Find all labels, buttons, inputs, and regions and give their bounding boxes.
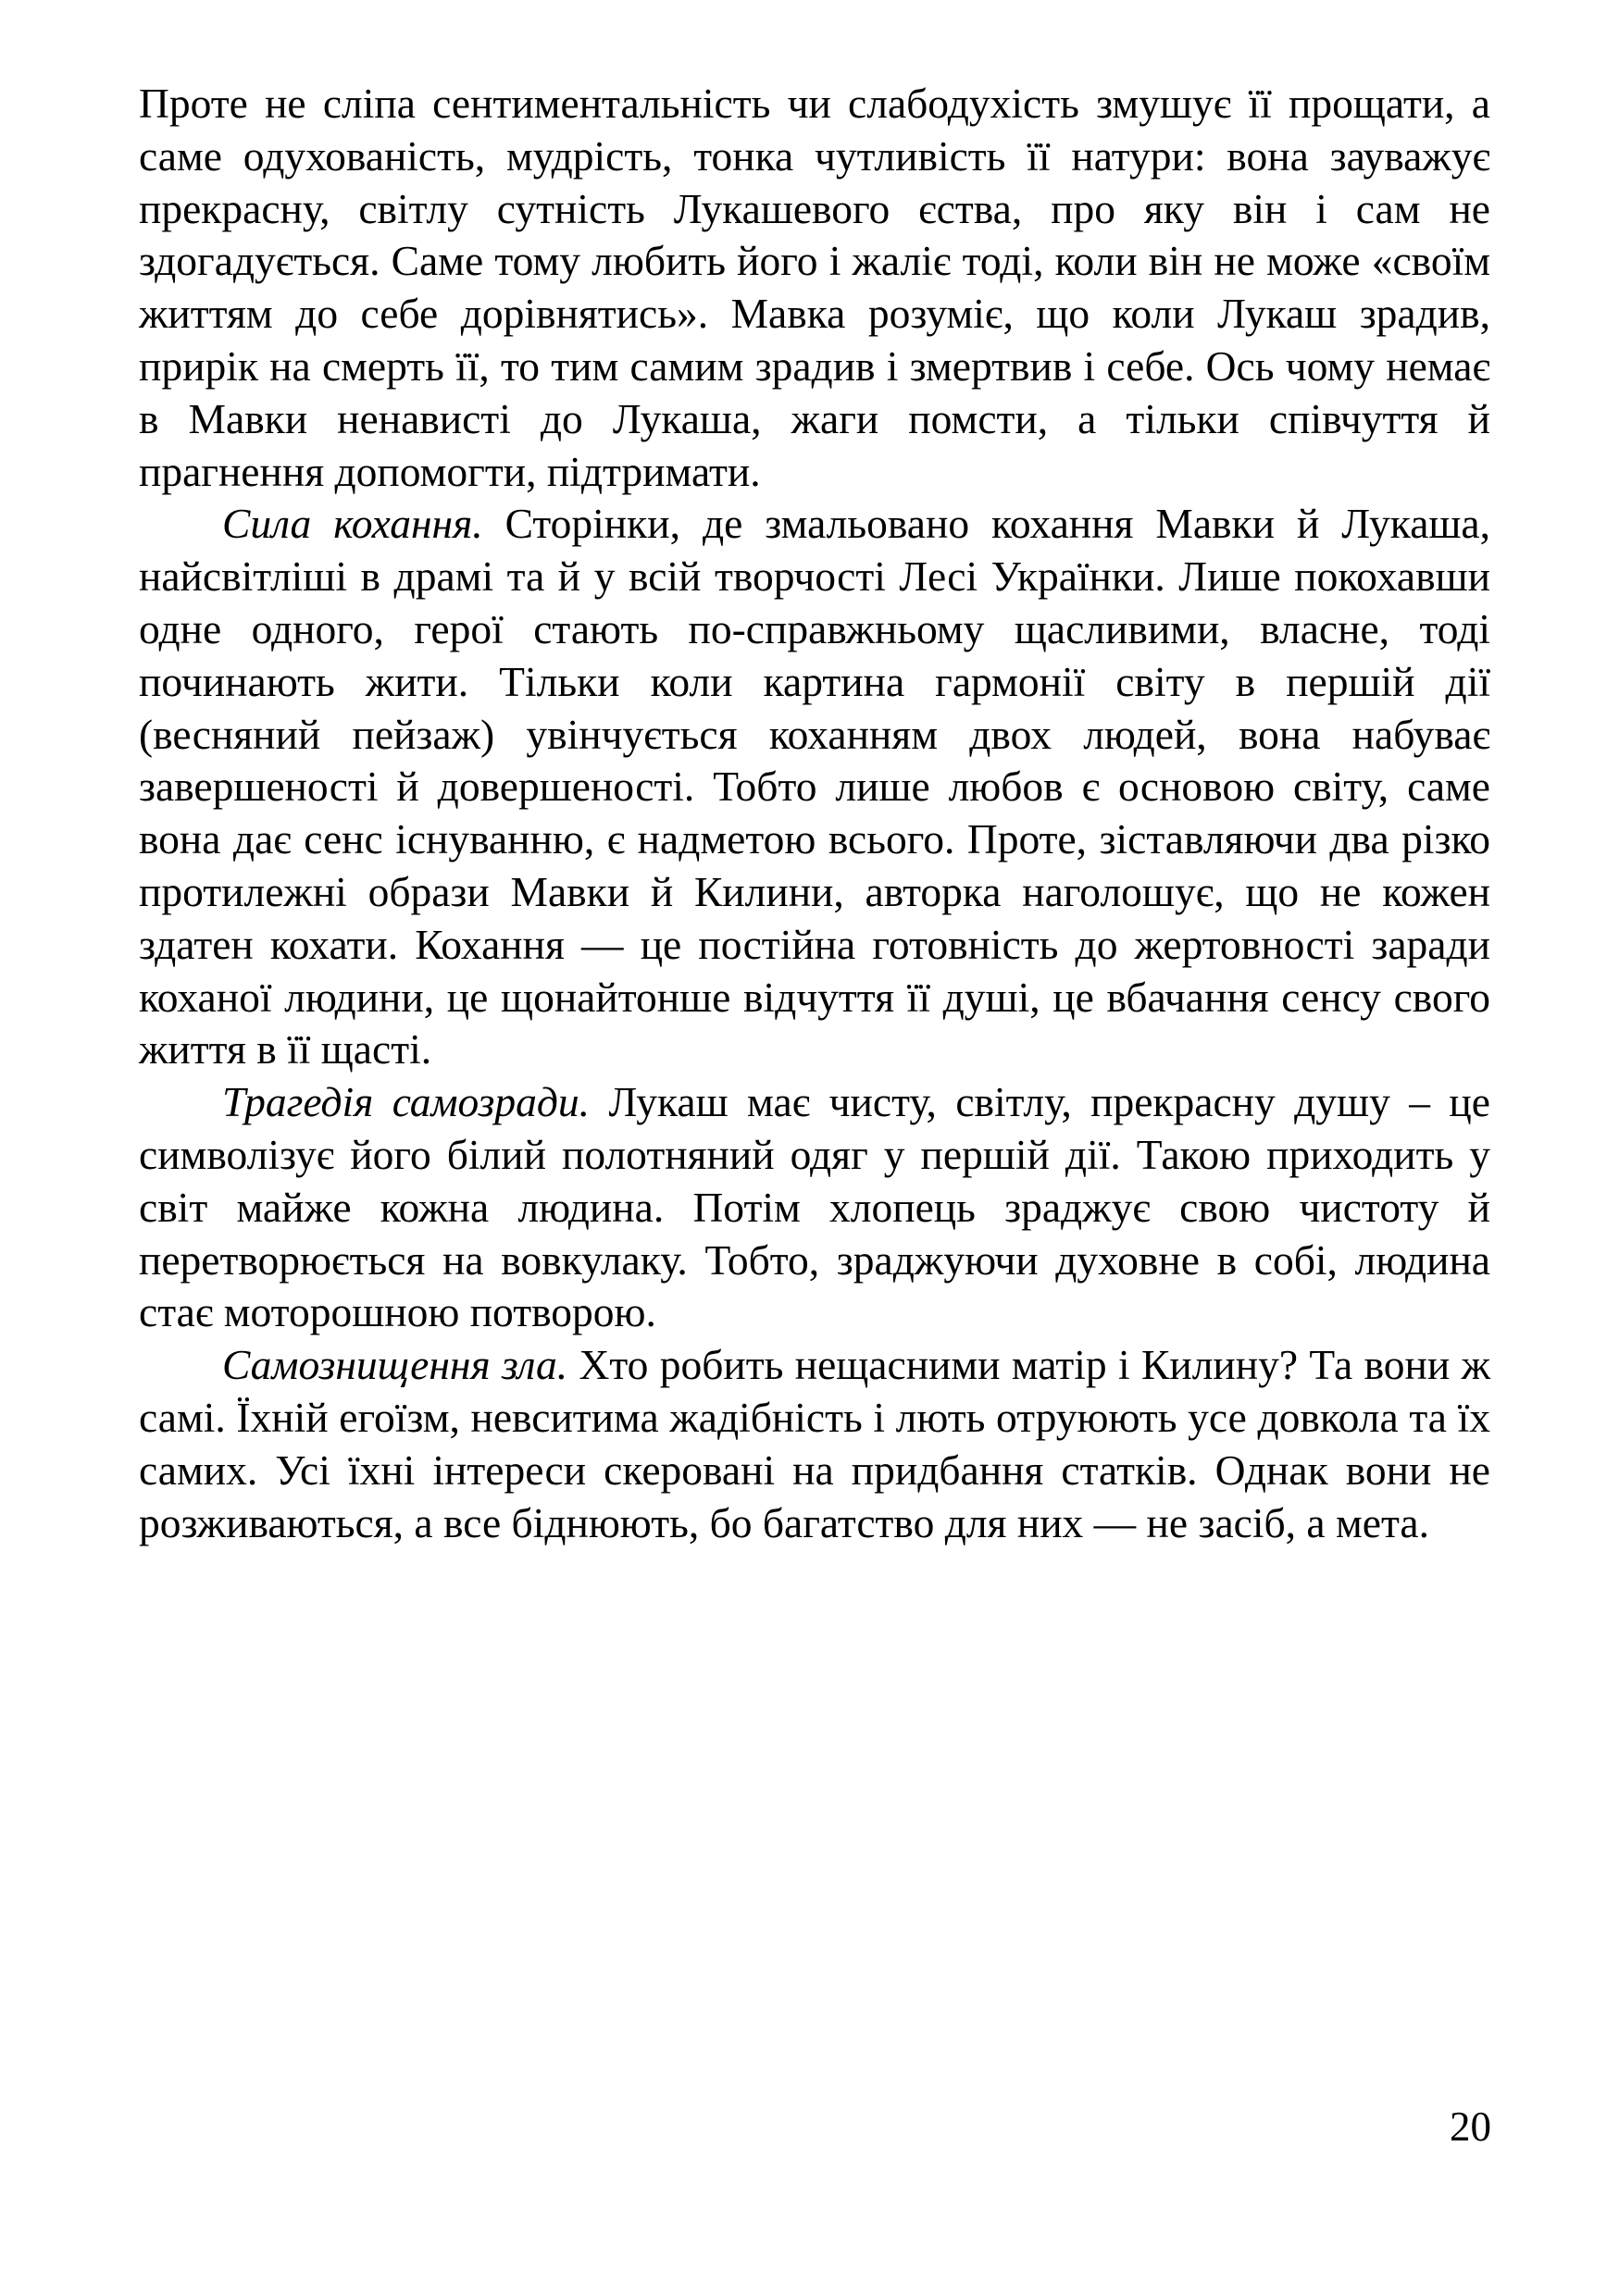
paragraph-text: Хто робить нещасними матір і Килину? Та вони ж самі. Їхній егоїзм, невситима жадібність і лють отруюють усе довкола та їх самих. Усі їхні інтереси скеровані на придбання статків. Однак вони не розживаються, а все біднюють, бо багатство для них — не засіб, а мета. [139, 1341, 1491, 1546]
section-heading-trahediia-samozrady: Трагедія самозради. [222, 1078, 591, 1126]
paragraph-text: Лукаш має чисту, світлу, прекрасну душу – це символізує його білий полотняний одяг у першій дії. Такою приходить у світ майже кожна людина. Потім хлопець зраджує свою чистоту й перетворюється на вовкулаку. Тобто, зраджуючи духовне в собі, людина стає моторошною потворою. [139, 1078, 1490, 1336]
section-heading-samoznyshchennia-zla: Самознищення зла. [222, 1341, 568, 1389]
page-number: 20 [1450, 2104, 1491, 2150]
paragraph-1 [139, 78, 1490, 498]
paragraph-text: Сторінки, де змальовано кохання Мавки й Лукаша, найсвітліші в драмі та й у всій творчості Лесі Українки. Лише покохавши одне одного, герої стають по-справжньому щасливими, власне, тоді починають жити. Тільки коли картина гармонії світу в першій дії (весняний пейзаж) увінчується коханням двох людей, вона набуває завершеності й довершеності. Тобто лише любов є основою світу, саме вона дає сенс існуванню, є надметою всього. Проте, зіставляючи два різко протилежні образи Мавки й Килини, авторка наголошує, що не кожен здатен кохати. Кохання — це постійна готовність до жертовності заради коханої людини, це щонайтонше відчуття її душі, це вбачання сенсу свого життя в її щасті. [139, 500, 1490, 1074]
paragraph-2 [139, 498, 1490, 1076]
page-body [139, 78, 1490, 1549]
paragraph-4 [139, 1339, 1490, 1549]
paragraph-text: Проте не сліпа сентиментальність чи слабодухість змушує її прощати, а саме одухованість, мудрість, тонка чутливість її натури: вона зауважує прекрасну, світлу сутність Лукашевого єства, про яку він і сам не здогадується. Саме тому любить його і жаліє тоді, коли він не може «своїм життям до себе дорівнятись». Мавка розуміє, що коли Лукаш зрадив, прирік на смерть її, то тим самим зрадив і змертвив і себе. Ось чому немає в Мавки ненависті до Лукаша, жаги помсти, а тільки співчуття й прагнення допомогти, підтримати. [139, 80, 1490, 495]
section-heading-sila-kokhannia: Сила кохання. [222, 500, 483, 548]
paragraph-3 [139, 1076, 1490, 1339]
